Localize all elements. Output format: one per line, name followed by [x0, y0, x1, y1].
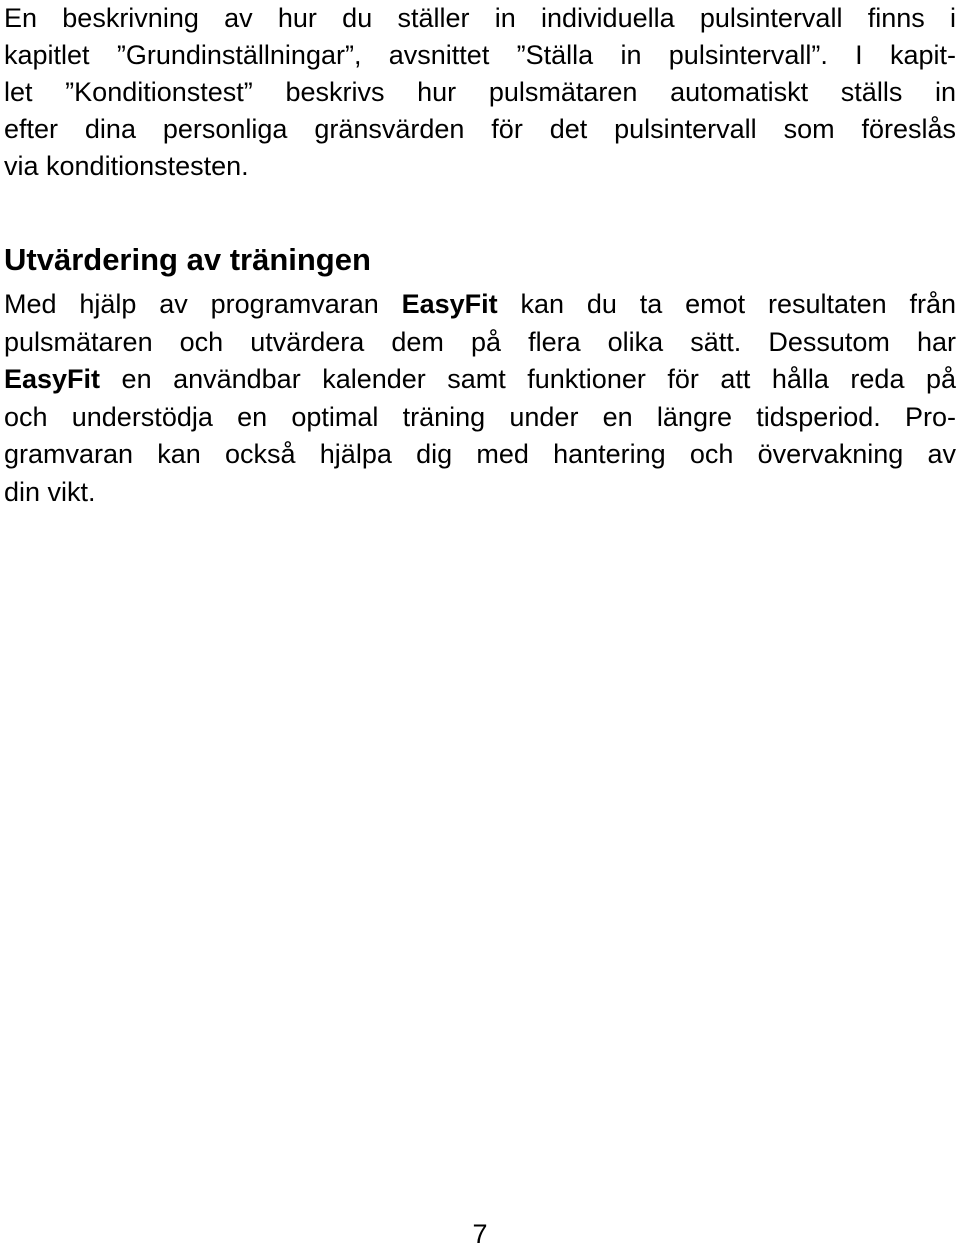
text-run: Med hjälp av programvaran [4, 289, 402, 319]
page-number: 7 [472, 1219, 488, 1249]
paragraph-line: kapitlet ”Grundinställningar”, avsnittet ”Ställa in pulsintervall”. I kapit- [4, 40, 956, 70]
paragraph-line: och understödja en optimal träning under en längre tidsperiod. Pro- [4, 401, 956, 432]
paragraph-line [4, 361, 956, 399]
paragraph-line: via konditionstesten. [4, 151, 249, 181]
product-name: EasyFit [4, 364, 101, 394]
paragraph-line: gramvaran kan också hjälpa dig med hantering och övervakning av [4, 439, 956, 469]
product-name: EasyFit [401, 289, 498, 319]
intro-paragraph [4, 0, 956, 185]
evaluation-paragraph [4, 286, 956, 511]
paragraph-line [4, 286, 956, 324]
text-run: kan du ta emot resultaten från [497, 289, 956, 319]
paragraph-line: let ”Konditionstest” beskrivs hur pulsmätaren automatiskt ställs in [4, 77, 956, 107]
paragraph-line: efter dina personliga gränsvärden för det pulsintervall som föreslås [4, 114, 956, 144]
paragraph-line: din vikt. [4, 476, 96, 507]
text-run: en användbar kalender samt funktioner för att hålla reda på [100, 364, 956, 394]
section-heading: Utvärdering av träningen [4, 242, 371, 277]
paragraph-line: En beskrivning av hur du ställer in individuella pulsintervall finns i [4, 3, 956, 33]
paragraph-line: pulsmätaren och utvärdera dem på flera olika sätt. Dessutom har [4, 326, 956, 357]
